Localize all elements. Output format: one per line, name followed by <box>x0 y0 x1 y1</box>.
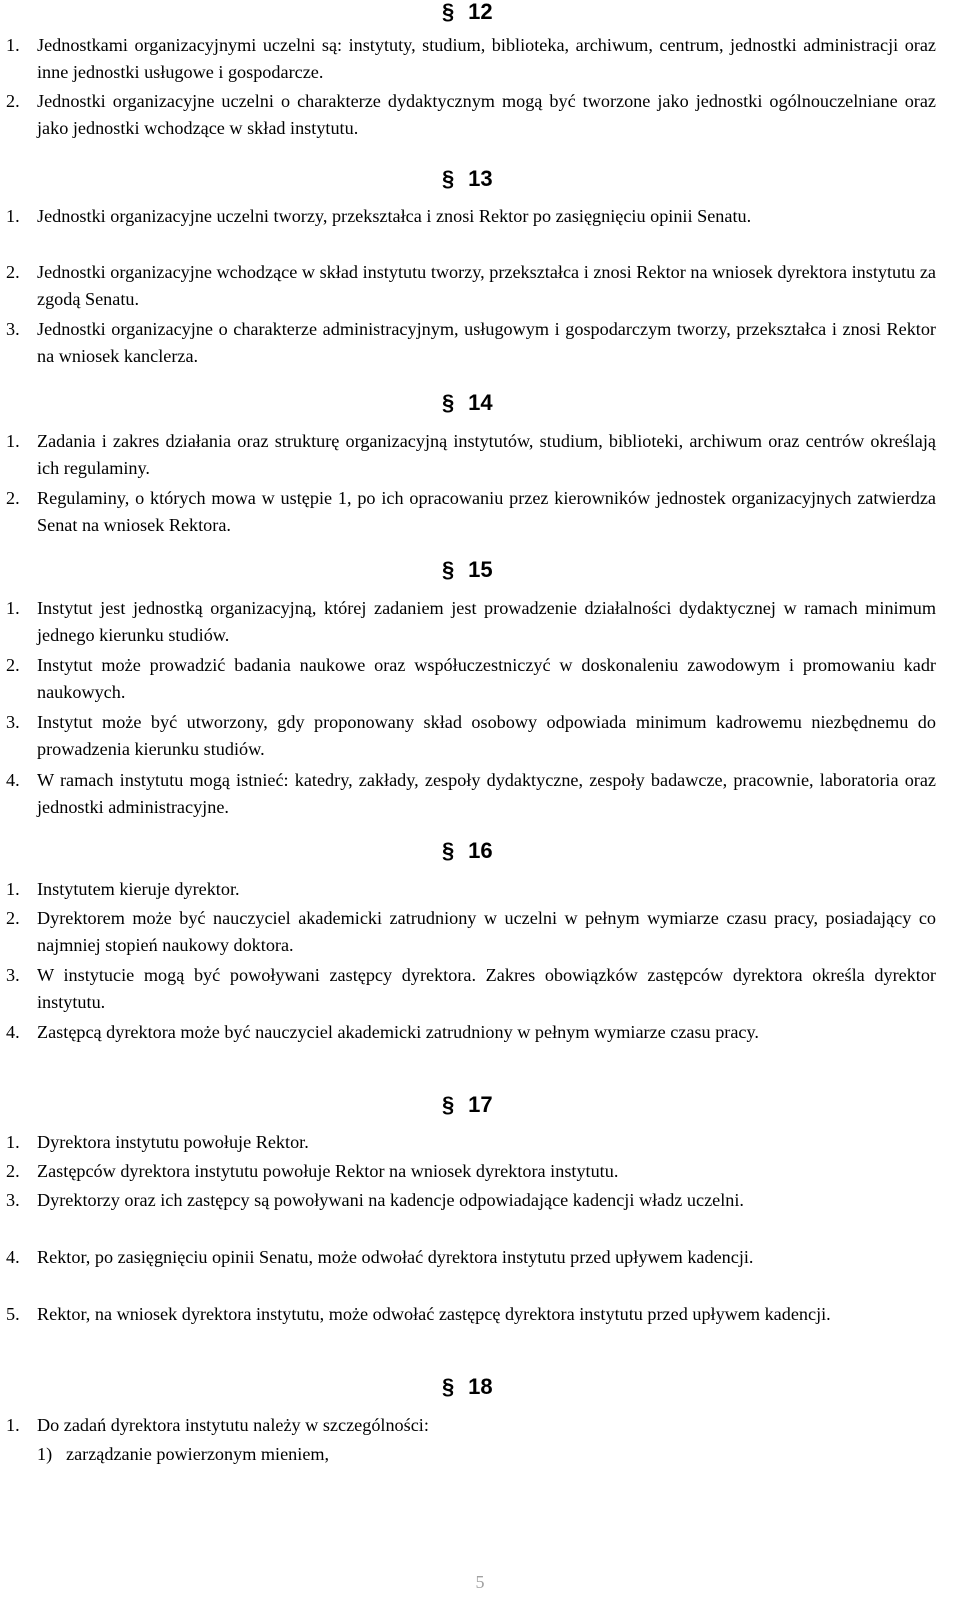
section-sign-icon: § <box>442 0 455 24</box>
item-number: 3. <box>6 712 20 732</box>
paragraph-item <box>6 1301 936 1328</box>
paragraph-item <box>6 88 936 141</box>
section-number: 14 <box>468 390 493 415</box>
item-text: Instytutem kieruje dyrektor. <box>37 879 240 899</box>
item-number: 1. <box>6 879 20 899</box>
item-text: Zadania i zakres działania oraz strukturę organizacyjną instytutów, studium, biblioteki, archiwum oraz centrów określają ich regulaminy. <box>37 431 936 478</box>
section-sign-icon: § <box>442 390 455 415</box>
section-heading-13 <box>442 164 493 194</box>
paragraph-item <box>6 32 936 85</box>
item-number: 2. <box>6 908 20 928</box>
item-text: Zastępcą dyrektora może być nauczyciel akademicki zatrudniony w pełnym wymiarze czasu pracy. <box>37 1022 759 1042</box>
item-number: 1. <box>6 35 20 55</box>
paragraph-item <box>6 428 936 481</box>
item-number: 2. <box>6 262 20 282</box>
section-number: 15 <box>468 557 493 582</box>
page-number: 5 <box>475 1572 485 1592</box>
paragraph-item <box>6 709 936 762</box>
item-number: 1. <box>6 1415 20 1435</box>
item-text: Instytut może być utworzony, gdy proponowany skład osobowy odpowiada minimum kadrowemu niezbędnemu do prowadzenia kierunku studiów. <box>37 712 936 759</box>
section-sign-icon: § <box>442 1092 455 1117</box>
item-number: 3. <box>6 1190 20 1210</box>
item-number: 1. <box>6 1132 20 1152</box>
item-text: Jednostki organizacyjne o charakterze administracyjnym, usługowym i gospodarczym tworzy, przekształca i znosi Rektor na wniosek kanclerza. <box>37 319 936 366</box>
paragraph-item <box>6 1187 936 1214</box>
item-number: 5. <box>6 1304 20 1324</box>
paragraph-item <box>6 259 936 312</box>
item-text: W ramach instytutu mogą istnieć: katedry, zakłady, zespoły dydaktyczne, zespoły badawcze, pracownie, laboratoria oraz jednostki administracyjne. <box>37 770 936 817</box>
item-text: W instytucie mogą być powoływani zastępcy dyrektora. Zakres obowiązków zastępców dyrektora określa dyrektor instytutu. <box>37 965 936 1012</box>
section-sign-icon: § <box>442 557 455 582</box>
paragraph-item <box>6 203 936 230</box>
item-text: Rektor, po zasięgnięciu opinii Senatu, może odwołać dyrektora instytutu przed upływem kadencji. <box>37 1247 754 1267</box>
section-heading-17 <box>442 1090 493 1120</box>
item-text: Dyrektorem może być nauczyciel akademicki zatrudniony w uczelni w pełnym wymiarze czasu pracy, posiadający co najmniej stopień naukowy doktora. <box>37 908 936 955</box>
section-number: 17 <box>468 1092 493 1117</box>
item-text: Jednostki organizacyjne wchodzące w skład instytutu tworzy, przekształca i znosi Rektor na wniosek dyrektora instytutu za zgodą Senatu. <box>37 262 936 309</box>
item-text: Instytut jest jednostką organizacyjną, której zadaniem jest prowadzenie działalności dydaktycznej w ramach minimum jednego kierunku studiów. <box>37 598 936 645</box>
section-number: 18 <box>468 1374 493 1399</box>
paragraph-item <box>6 595 936 648</box>
paragraph-item <box>6 767 936 820</box>
section-heading-18 <box>442 1372 493 1402</box>
paragraph-item <box>6 905 936 958</box>
sub-item <box>37 1441 937 1468</box>
item-text: Regulaminy, o których mowa w ustępie 1, po ich opracowaniu przez kierowników jednostek organizacyjnych zatwierdza Senat na wniosek Rektora. <box>37 488 936 535</box>
paragraph-item <box>6 1244 936 1271</box>
item-text: Dyrektora instytutu powołuje Rektor. <box>37 1132 309 1152</box>
section-heading-15 <box>442 555 493 585</box>
paragraph-item <box>6 485 936 538</box>
item-number: 4. <box>6 1247 20 1267</box>
paragraph-item <box>6 1019 936 1046</box>
paragraph-item <box>6 316 936 369</box>
section-sign-icon: § <box>442 838 455 863</box>
item-number: 4. <box>6 770 20 790</box>
paragraph-item <box>6 652 936 705</box>
paragraph-item <box>6 1129 936 1156</box>
section-heading-14 <box>442 388 493 418</box>
section-number: 16 <box>468 838 493 863</box>
item-number: 1. <box>6 206 20 226</box>
item-number: 1. <box>6 431 20 451</box>
paragraph-item <box>6 962 936 1015</box>
section-heading-16 <box>442 836 493 866</box>
item-number: 4. <box>6 1022 20 1042</box>
paragraph-item <box>6 876 936 903</box>
item-text: Instytut może prowadzić badania naukowe oraz współuczestniczyć w doskonaleniu zawodowym i promowaniu kadr naukowych. <box>37 655 936 702</box>
item-text: Dyrektorzy oraz ich zastępcy są powoływani na kadencje odpowiadające kadencji władz uczelni. <box>37 1190 744 1210</box>
item-text: Jednostki organizacyjne uczelni tworzy, przekształca i znosi Rektor po zasięgnięciu opinii Senatu. <box>37 206 752 226</box>
item-number: 1. <box>6 598 20 618</box>
item-number: 3. <box>6 965 20 985</box>
sub-item-text: zarządzanie powierzonym mieniem, <box>66 1444 330 1464</box>
item-number: 2. <box>6 1161 20 1181</box>
sub-item-number: 1) <box>37 1444 53 1464</box>
section-sign-icon: § <box>442 1374 455 1399</box>
item-text: Zastępców dyrektora instytutu powołuje Rektor na wniosek dyrektora instytutu. <box>37 1161 619 1181</box>
item-number: 2. <box>6 91 20 111</box>
section-heading-12 <box>442 0 493 27</box>
item-text: Rektor, na wniosek dyrektora instytutu, może odwołać zastępcę dyrektora instytutu przed upływem kadencji. <box>37 1304 831 1324</box>
paragraph-item <box>6 1412 936 1439</box>
item-text: Jednostkami organizacyjnymi uczelni są: instytuty, studium, biblioteka, archiwum, centrum, jednostki administracji oraz inne jednostki usługowe i gospodarcze. <box>37 35 936 82</box>
item-text: Do zadań dyrektora instytutu należy w szczególności: <box>37 1415 429 1435</box>
section-number: 13 <box>468 166 493 191</box>
item-number: 2. <box>6 488 20 508</box>
section-sign-icon: § <box>442 166 455 191</box>
item-text: Jednostki organizacyjne uczelni o charakterze dydaktycznym mogą być tworzone jako jednostki ogólnouczelniane oraz jako jednostki wchodzące w skład instytutu. <box>37 91 936 138</box>
section-number: 12 <box>468 0 493 24</box>
item-number: 2. <box>6 655 20 675</box>
item-number: 3. <box>6 319 20 339</box>
paragraph-item <box>6 1158 936 1185</box>
